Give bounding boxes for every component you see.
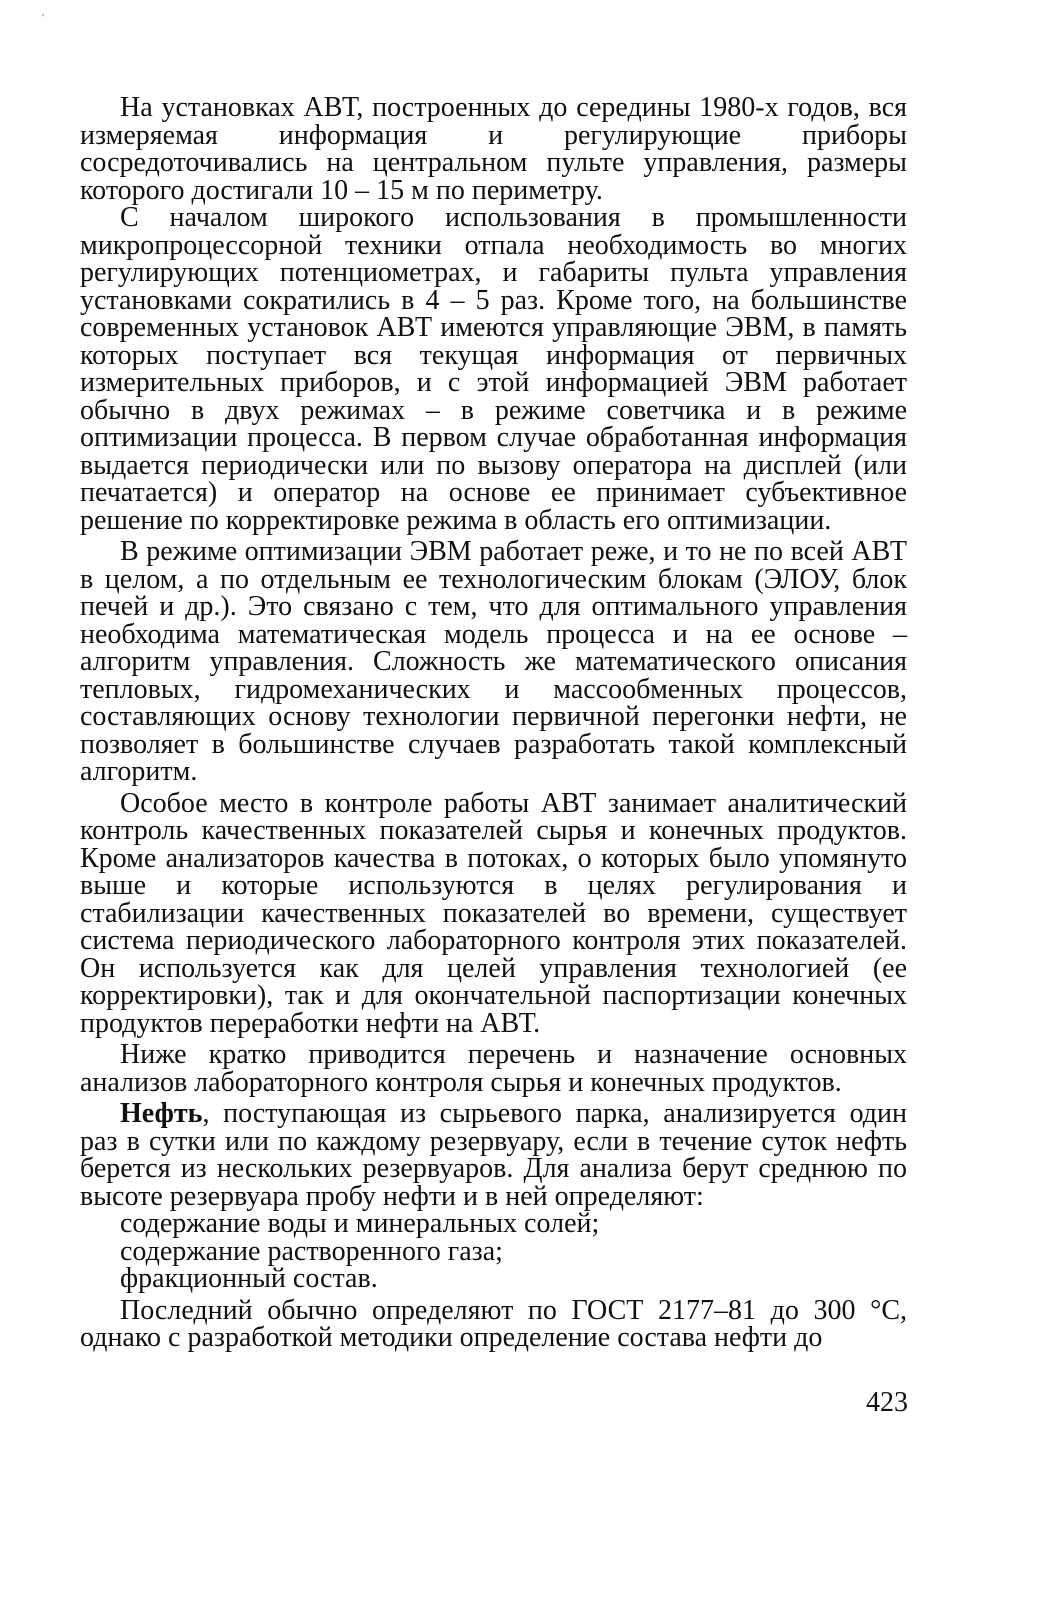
analysis-list <box>80 1210 907 1293</box>
term-oil: Нефть <box>120 1098 203 1129</box>
paragraph-analytical-control: Особое место в контроле работы АВТ занимает аналитический контроль качественных показателей сырья и конечных продуктов. Кроме анализаторов качества в потоках, о которых было упомянуто выше и которые используются в целях регулирования и стабилизации качественных показателей во времени, существует система периодического лабораторного контроля этих показателей. Он используется как для целей управления технологией (ее корректировки), так и для окончательной паспортизации конечных продуктов переработки нефти на АВТ. <box>80 787 907 1039</box>
list-item: содержание растворенного газа; <box>120 1235 503 1267</box>
paragraph-oil-text: , поступающая из сырьевого парка, анализируется один раз в сутки или по каждому резервуару, если в течение суток нефть берется из нескольких резервуаров. Для анализа берут среднюю по высоте резервуара пробу нефти и в ней определяют: <box>80 1098 907 1212</box>
paragraph-optimization-mode: В режиме оптимизации ЭВМ работает реже, и то не по всей АВТ в целом, а по отдельным ее технологическим блокам (ЭЛОУ, блок печей и др.). Это связано с тем, что для оптимального управления необходима математическая модель процесса и на ее основе – алгоритм управления. Сложность же математического описания тепловых, гидромеханических и массообменных процессов, составляющих основу технологии первичной перегонки нефти, не позволяет в большинстве случаев разработать такой комплексный алгоритм. <box>80 536 907 787</box>
paragraph-analysis-list-intro: Ниже кратко приводится перечень и назначение основных анализов лабораторного контроля сырья и конечных продуктов. <box>80 1039 907 1098</box>
scan-mark: ' <box>42 12 44 24</box>
text-column <box>80 94 907 1352</box>
list-item: фракционный состав. <box>120 1263 378 1294</box>
paragraph-central-panel: На установках АВТ, построенных до середины 1980-х годов, вся измеряемая информация и регулирующие приборы сосредоточивались на центральном пульте управления, размеры которого достигали 10 – 15 м по периметру. <box>80 92 907 206</box>
paragraph-microprocessor: С началом широкого использования в промышленности микропроцессорной техники отпала необходимость во многих регулирующих потенциометрах, и габариты пульта управления установками сократились в 4 – 5 раз. Кроме того, на большинстве современных установок АВТ имеются управляющие ЭВМ, в память которых поступает вся текущая информация от первичных измерительных приборов, и с этой информацией ЭВМ работает обычно в двух режимах – в режиме советчика и в режиме оптимизации процесса. В первом случае обработанная информация выдается периодически или по вызову оператора на дисплей (или печатается) и оператор на основе ее принимает субъективное решение по корректировке режима в область его оптимизации. <box>80 202 907 536</box>
page-number: 423 <box>866 1387 908 1418</box>
list-item: содержание воды и минеральных солей; <box>120 1208 600 1239</box>
paragraph-oil <box>80 1100 907 1210</box>
paragraph-gost: Последний обычно определяют по ГОСТ 2177–81 до 300 °С, однако с разработкой методики определение состава нефти до <box>80 1294 907 1353</box>
